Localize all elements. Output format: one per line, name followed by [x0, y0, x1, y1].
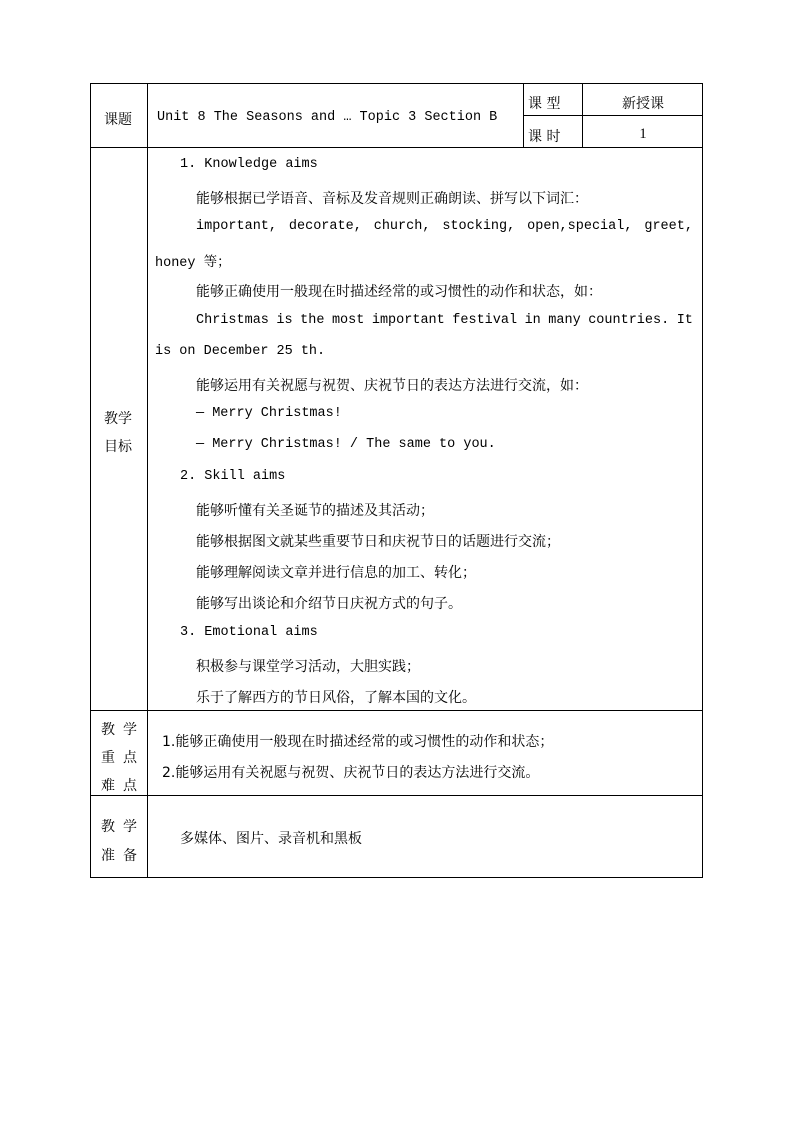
skill-aim-item: 能够听懂有关圣诞节的描述及其活动； — [196, 503, 434, 519]
label-column-divider — [147, 83, 148, 878]
vocab-word: decorate, — [288, 219, 362, 234]
example-word: festival — [452, 313, 518, 328]
example-word: It — [676, 313, 693, 328]
preparation-label-char: 准 — [101, 848, 115, 864]
topic-label: 课题 — [104, 112, 132, 128]
preparation-label-char: 学 — [123, 819, 137, 835]
skill-aim-item: 能够写出谈论和介绍节日庆祝方式的句子。 — [196, 596, 462, 612]
topic-column-divider — [523, 83, 524, 147]
keypoints-label-char: 教 — [101, 722, 115, 738]
objectives-label-line2: 目标 — [104, 439, 132, 455]
skill-aim-item: 能够理解阅读文章并进行信息的加工、转化； — [196, 565, 476, 581]
class-hours-label: 课 时 — [528, 129, 561, 145]
greeting-intro: 能够运用有关祝愿与祝贺、庆祝节日的表达方法进行交流，如： — [196, 378, 588, 394]
example-word: countries. — [588, 313, 670, 328]
keypoints-label-char: 学 — [123, 722, 137, 738]
keypoints-label-char: 重 — [101, 750, 115, 766]
example-word: important — [371, 313, 445, 328]
emotional-aim-item: 积极参与课堂学习活动，大胆实践； — [196, 659, 420, 675]
dialog-line-2: — Merry Christmas! / The same to you. — [196, 437, 496, 452]
knowledge-aims-heading: 1. Knowledge aims — [180, 157, 318, 172]
lesson-type-label: 课 型 — [528, 96, 561, 112]
preparation-value: 多媒体、图片、录音机和黑板 — [180, 831, 362, 847]
example-word: the — [300, 313, 325, 328]
objectives-row-divider — [90, 710, 703, 711]
grammar-intro: 能够正确使用一般现在时描述经常的或习惯性的动作和状态，如： — [196, 284, 602, 300]
skill-aim-item: 能够根据图文就某些重要节日和庆祝节日的话题进行交流； — [196, 534, 560, 550]
vocab-word: open,special, — [527, 219, 633, 234]
key-point-item: 1.能够正确使用一般现在时描述经常的或习惯性的动作和状态； — [162, 734, 554, 750]
example-sentence-line-2: is on December 25 th. — [155, 344, 326, 359]
preparation-label-char: 备 — [123, 848, 137, 864]
vocab-word: important, — [196, 219, 278, 234]
vocab-line-2: honey 等； — [155, 256, 231, 271]
example-word: is — [276, 313, 293, 328]
header-subrow-divider — [523, 115, 703, 116]
dialog-line-1: — Merry Christmas! — [196, 406, 342, 421]
keypoints-label-char: 难 — [101, 778, 115, 794]
preparation-label-char: 教 — [101, 819, 115, 835]
class-hours-value: 1 — [639, 126, 647, 142]
vocab-word: stocking, — [442, 219, 516, 234]
example-word: in — [524, 313, 541, 328]
vocab-intro: 能够根据已学语音、音标及发音规则正确朗读、拼写以下词汇： — [196, 191, 588, 207]
example-word: many — [548, 313, 581, 328]
example-word: most — [331, 313, 365, 328]
topic-value: Unit 8 The Seasons and … Topic 3 Section B — [157, 110, 498, 125]
keypoints-label-char: 点 — [123, 750, 137, 766]
lesson-type-value: 新授课 — [622, 96, 664, 112]
emotional-aims-heading: 3. Emotional aims — [180, 625, 318, 640]
keypoints-label-char: 点 — [123, 778, 137, 794]
vocab-word: church, — [373, 219, 431, 234]
vocab-word: greet, — [644, 219, 693, 234]
example-sentence-line-1 — [196, 313, 693, 328]
example-word: Christmas — [196, 313, 269, 328]
key-point-item: 2.能够运用有关祝愿与祝贺、庆祝节日的表达方法进行交流。 — [162, 765, 540, 781]
vocab-word-list — [196, 219, 693, 234]
header-row-divider — [90, 147, 703, 148]
objectives-label-line1: 教学 — [104, 411, 132, 427]
keypoints-row-divider — [90, 795, 703, 796]
skill-aims-heading: 2. Skill aims — [180, 469, 286, 484]
emotional-aim-item: 乐于了解西方的节日风俗，了解本国的文化。 — [196, 690, 476, 706]
